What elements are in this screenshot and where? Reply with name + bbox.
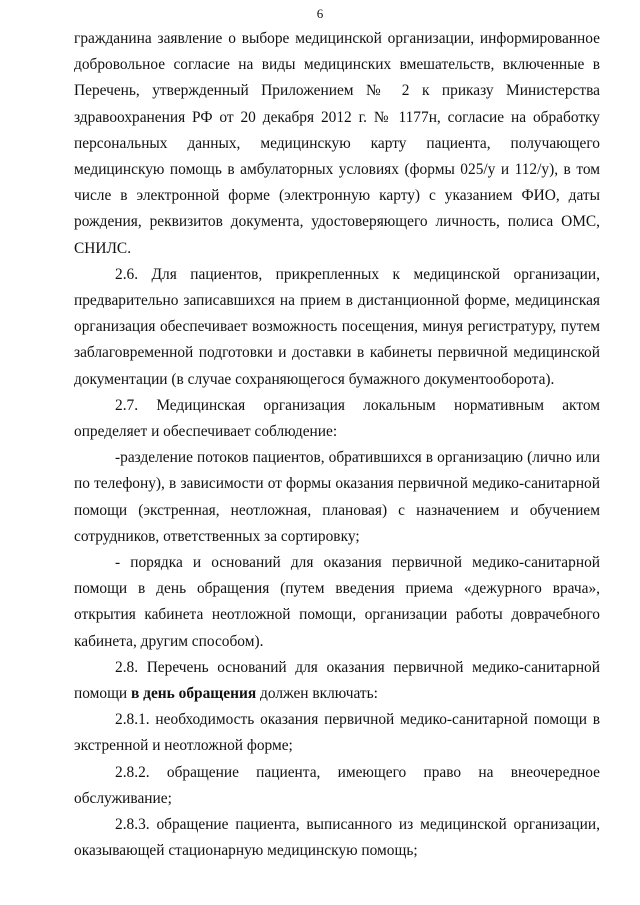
bold-text: в день обращения <box>131 685 257 703</box>
paragraph <box>74 26 600 262</box>
page-number: 6 <box>316 6 324 21</box>
paragraph <box>74 393 600 445</box>
paragraph <box>74 445 600 550</box>
paragraph-text: 2.8.3. обращение пациента, выписанного из медицинской организации, оказывающей стационарную медицинскую помощь; <box>74 816 600 860</box>
paragraph-text: 2.8.2. обращение пациента, имеющего право на внеочередное обслуживание; <box>74 763 600 807</box>
paragraph <box>74 812 600 864</box>
paragraph-text: 2.6. Для пациентов, прикрепленных к медицинской организации, предварительно записавшихся на прием в дистанционной форме, медицинская организация обеспечивает возможность посещения, минуя регистратуру, путем заблаговременной подготовки и доставки в кабинеты первичной медицинской документации (в случае сохраняющегося бумажного документооборота). <box>74 265 600 388</box>
paragraph-text: -разделение потоков пациентов, обратившихся в организацию (лично или по телефону), в зависимости от формы оказания первичной медико-санитарной помощи (экстренная, неотложная, плановая) с назначением и обучением сотрудников, ответственных за сортировку; <box>74 449 600 545</box>
body-text <box>74 26 600 865</box>
paragraph-text: должен включать: <box>256 685 378 703</box>
paragraph <box>74 262 600 393</box>
paragraph-text: 2.8.1. необходимость оказания первичной медико-санитарной помощи в экстренной и неотложной форме; <box>74 711 600 755</box>
paragraph <box>74 655 600 707</box>
paragraph <box>74 707 600 759</box>
paragraph-text: - порядка и оснований для оказания первичной медико-санитарной помощи в день обращения (путем введения приема «дежурного врача», открытия кабинета неотложной помощи, организации работы доврачебного кабинета, другим способом). <box>74 554 600 650</box>
paragraph <box>74 760 600 812</box>
paragraph-text: 2.8. Перечень оснований для оказания первичной медико-санитарной помощи <box>74 658 600 703</box>
paragraph-text: гражданина заявление о выборе медицинской организации, информированное добровольное согласие на виды медицинских вмешательств, включенные в Перечень, утвержденный Приложением № 2 к приказу Министерства здравоохранения РФ от 20 декабря 2012 г. № 1177н, согласие на обработку персональных данных, медицинскую карту пациента, получающего медицинскую помощь в амбулаторных условиях (формы 025/у и 112/у), в том числе в электронной форме (электронную карту) с указанием ФИО, даты рождения, реквизитов документа, удостоверяющего личность, полиса ОМС, СНИЛС. <box>74 30 600 257</box>
paragraph <box>74 550 600 655</box>
paragraph-text: 2.7. Медицинская организация локальным нормативным актом определяет и обеспечивает соблюдение: <box>74 396 600 441</box>
